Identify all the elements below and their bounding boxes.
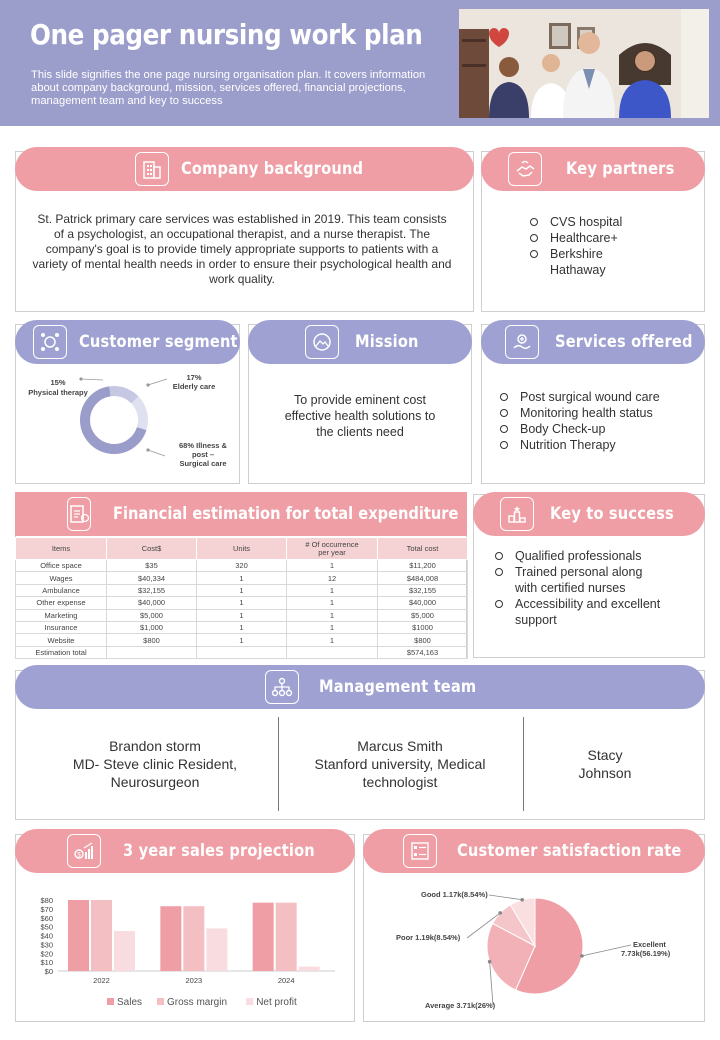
manager-role: Stanford university, Medical technologist — [314, 756, 486, 790]
financial-title: Financial estimation for total expenditure — [113, 504, 459, 524]
bar-gross-margin-2023 — [183, 906, 204, 971]
mission-title: Mission — [355, 332, 419, 352]
manager-card-3 — [535, 746, 675, 782]
table-cell: 1 — [287, 597, 378, 609]
satisfaction-title: Customer satisfaction rate — [457, 841, 682, 861]
y-tick-label: $60 — [40, 913, 53, 923]
table-cell: $800 — [378, 634, 468, 646]
donut-slice-elderly — [135, 400, 143, 429]
nurses-team-photo — [459, 9, 709, 118]
x-tick-label: 2022 — [93, 976, 110, 985]
success-podium-icon — [500, 497, 534, 531]
page-subtitle: This slide signifies the one page nursing organisation plan. It covers information about company background, mission, services offered, financial projections, management team and key to success — [31, 69, 426, 107]
key-to-success-header — [473, 492, 705, 536]
handshake-icon — [508, 152, 542, 186]
table-row — [16, 609, 468, 621]
satisfaction-header — [363, 829, 705, 873]
pie-data-label: Good 1.17k(8.54%) — [421, 890, 488, 899]
list-item: Berkshire Hathaway — [528, 246, 628, 278]
table-header-cell: Cost$ — [107, 538, 197, 560]
y-tick-label: $70 — [40, 904, 53, 914]
satisfaction-pie-chart — [363, 878, 705, 1020]
table-cell: $800 — [107, 634, 197, 646]
table-cell: 12 — [287, 572, 378, 584]
company-background-title: Company background — [181, 159, 364, 179]
segment-label-elderly: Elderly care — [172, 382, 216, 391]
x-tick-label: 2023 — [185, 976, 203, 985]
manager-role: Johnson — [578, 765, 632, 781]
table-cell: Office space — [16, 560, 107, 572]
table-cell: 1 — [197, 597, 287, 609]
building-icon — [135, 152, 169, 186]
manager-card-1 — [40, 737, 270, 791]
table-cell: $484,008 — [378, 572, 468, 584]
bar-net-profit-2024 — [299, 967, 320, 971]
donut-slice-physical — [110, 391, 135, 400]
y-tick-label: $40 — [40, 931, 53, 941]
y-tick-label: $50 — [40, 922, 53, 932]
table-cell: $574,163 — [378, 646, 468, 658]
leader-dot — [488, 960, 492, 964]
table-cell: Other expense — [16, 597, 107, 609]
manager-name: Brandon storm — [109, 738, 201, 754]
table-row — [16, 597, 468, 609]
company-background-text: St. Patrick primary care services was established in 2019. This team consists of a psychologist, an occupational therapist, and a nurse therapist. The company's goal is to provide timely appropriate supports to patients with a variety of mental health needs in order to ensure their psychological health and work quality. — [32, 212, 452, 286]
mission-text: To provide eminent cost effective health solutions to the clients need — [284, 393, 436, 439]
pie-data-label: Excellent — [633, 940, 666, 949]
list-item: Body Check-up — [498, 421, 698, 437]
y-tick-label: $0 — [44, 967, 53, 976]
table-cell: $1000 — [378, 621, 468, 633]
pie-data-label: Poor 1.19k(8.54%) — [396, 933, 461, 942]
segment-label-illness: Surgical care — [179, 459, 227, 468]
table-cell: 1 — [287, 584, 378, 596]
table-cell: Insurance — [16, 621, 107, 633]
table-cell: Estimation total — [16, 646, 107, 658]
legend-swatch — [157, 998, 164, 1005]
table-header-cell: Items — [16, 538, 107, 560]
table-cell: Ambulance — [16, 584, 107, 596]
key-to-success-list — [493, 548, 663, 628]
table-row — [16, 646, 468, 658]
sales-growth-icon — [67, 834, 101, 868]
financial-header — [15, 492, 467, 536]
bar-sales-2024 — [253, 903, 274, 971]
segment-label-illness-mid: post – — [191, 450, 215, 459]
table-row — [16, 560, 468, 572]
bar-gross-margin-2022 — [91, 900, 112, 971]
legend-label: Sales — [117, 997, 143, 1008]
bar-sales-2023 — [160, 906, 181, 971]
list-item: Nutrition Therapy — [498, 437, 698, 453]
list-item: Monitoring health status — [498, 405, 698, 421]
management-header — [15, 665, 705, 709]
y-tick-label: $80 — [40, 896, 53, 905]
leader-dot — [580, 954, 584, 958]
bar-gross-margin-2024 — [276, 903, 297, 971]
list-item: Qualified professionals — [493, 548, 663, 564]
manager-name: Marcus Smith — [357, 738, 443, 754]
table-header-cell: Total cost — [378, 538, 468, 560]
svg-text:$: $ — [77, 852, 81, 859]
management-title: Management team — [319, 677, 477, 697]
customer-segment-header — [15, 320, 240, 364]
manager-name: Stacy — [587, 747, 623, 763]
mission-target-icon — [305, 325, 339, 359]
sales-bar-chart — [15, 878, 355, 1018]
table-row — [16, 584, 468, 596]
table-cell: 320 — [197, 560, 287, 572]
key-partners-title: Key partners — [566, 159, 675, 179]
list-item: Trained personal along with certified nurses — [493, 564, 663, 596]
table-cell: $11,200 — [378, 560, 468, 572]
company-background-header — [15, 147, 474, 191]
mission-header — [248, 320, 472, 364]
segment-label-physical-pct: 15% — [50, 378, 66, 387]
manager-card-2 — [290, 737, 510, 791]
page-title: One pager nursing work plan — [30, 18, 423, 51]
y-tick-label: $10 — [40, 958, 53, 968]
table-cell: $40,000 — [378, 597, 468, 609]
list-item: Post surgical wound care — [498, 389, 698, 405]
legend-label: Gross margin — [167, 997, 228, 1008]
table-cell: Wages — [16, 572, 107, 584]
divider — [278, 717, 279, 811]
segment-label-illness-pct: 68% Illness & — [179, 441, 227, 450]
table-header-cell: Units — [197, 538, 287, 560]
y-tick-label: $20 — [40, 949, 53, 959]
table-cell: $35 — [107, 560, 197, 572]
bar-sales-2022 — [68, 900, 89, 971]
x-tick-label: 2024 — [277, 976, 295, 985]
manager-role: MD- Steve clinic Resident, Neurosurgeon — [72, 756, 238, 790]
leader-line — [489, 895, 522, 900]
header-banner — [0, 0, 720, 126]
bar-net-profit-2023 — [206, 928, 227, 971]
table-cell: 1 — [197, 609, 287, 621]
leader-dot — [498, 911, 502, 915]
table-cell: $40,000 — [107, 597, 197, 609]
services-offered-list — [498, 389, 698, 453]
legend-swatch — [246, 998, 253, 1005]
table-cell: $32,155 — [378, 584, 468, 596]
table-header-cell: # Of occurrence per year — [287, 538, 378, 560]
table-cell: 1 — [197, 584, 287, 596]
pie-data-label: 7.73k(56.19%) — [621, 949, 671, 958]
table-cell: Website — [16, 634, 107, 646]
legend-swatch — [107, 998, 114, 1005]
table-cell: $5,000 — [107, 609, 197, 621]
org-chart-icon — [265, 670, 299, 704]
key-partners-header — [481, 147, 705, 191]
sales-title: 3 year sales projection — [123, 841, 315, 861]
financial-table — [15, 537, 468, 659]
table-cell: $40,334 — [107, 572, 197, 584]
table-cell: Marketing — [16, 609, 107, 621]
y-tick-label: $30 — [40, 940, 53, 950]
table-cell: 1 — [197, 634, 287, 646]
table-cell — [287, 646, 378, 658]
table-cell: $32,155 — [107, 584, 197, 596]
divider — [523, 717, 524, 811]
table-cell: 1 — [197, 572, 287, 584]
leader-dot — [520, 898, 524, 902]
customer-segment-donut-chart — [15, 364, 240, 484]
table-cell: $1,000 — [107, 621, 197, 633]
table-cell: 1 — [197, 621, 287, 633]
table-cell: 1 — [287, 634, 378, 646]
table-cell: $5,000 — [378, 609, 468, 621]
medical-hand-icon — [505, 325, 539, 359]
table-cell: 1 — [287, 621, 378, 633]
bar-net-profit-2022 — [114, 931, 135, 971]
table-cell — [107, 646, 197, 658]
customer-group-icon — [33, 325, 67, 359]
services-offered-header — [481, 320, 705, 364]
pie-data-label: Average 3.71k(26%) — [425, 1001, 496, 1010]
sales-header — [15, 829, 355, 873]
rating-form-icon — [403, 834, 437, 868]
services-offered-title: Services offered — [555, 332, 693, 352]
list-item: Healthcare+ — [528, 230, 698, 246]
table-row — [16, 572, 468, 584]
table-row — [16, 634, 468, 646]
financial-report-icon — [67, 497, 91, 531]
list-item: Accessibility and excellent support — [493, 596, 663, 628]
segment-label-physical: Physical therapy — [28, 388, 88, 397]
table-row — [16, 621, 468, 633]
customer-segment-title: Customer segment — [79, 332, 238, 352]
key-partners-list — [528, 214, 698, 278]
legend-label: Net profit — [256, 997, 297, 1008]
list-item: CVS hospital — [528, 214, 698, 230]
table-cell: 1 — [287, 609, 378, 621]
table-cell — [197, 646, 287, 658]
table-cell: 1 — [287, 560, 378, 572]
segment-label-elderly-pct: 17% — [186, 373, 202, 382]
key-to-success-title: Key to success — [550, 504, 674, 524]
